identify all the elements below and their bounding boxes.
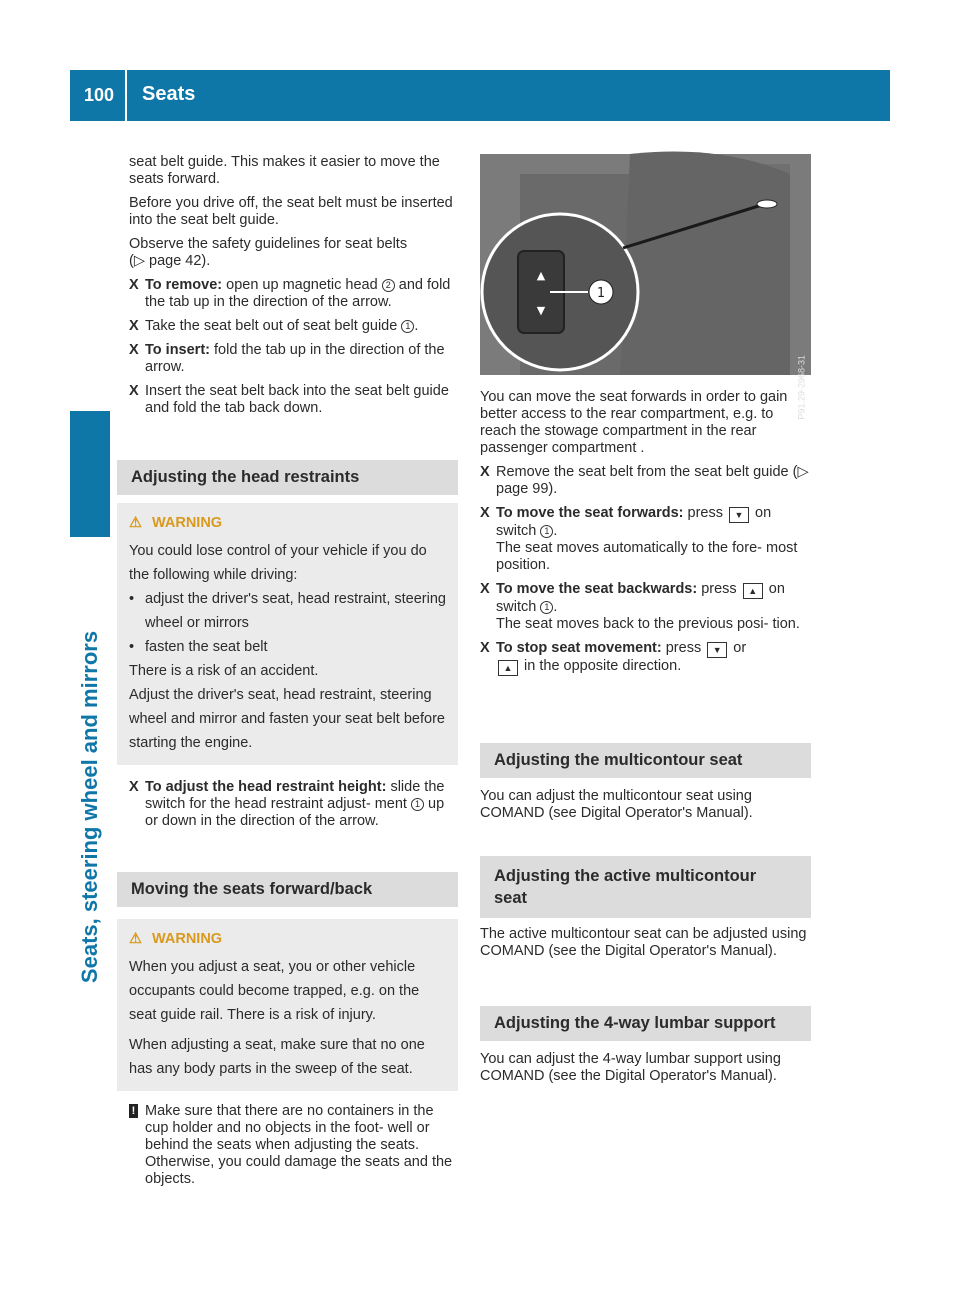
- bullet-icon: •: [129, 591, 135, 607]
- callout-number: 1: [411, 798, 424, 811]
- step-text: up or down in the direction of the arrow.: [145, 796, 445, 829]
- warning-box: [117, 503, 458, 765]
- section-heading: Adjusting the multicontour seat: [480, 743, 811, 778]
- step-arrow-icon: X: [129, 318, 139, 334]
- step-remove: [129, 277, 455, 311]
- step-text: fold the tab up in the direction of the arrow.: [145, 342, 445, 375]
- page-reference-link[interactable]: (▷ page 42).: [129, 253, 211, 269]
- step-text: Remove the seat belt from the seat belt guide (: [496, 464, 798, 480]
- up-button-icon: ▲: [743, 583, 763, 599]
- multicontour-section: [480, 743, 811, 829]
- warning-heading: [129, 511, 446, 535]
- sidebar-title: Seats, steering wheel and mirrors: [77, 630, 102, 984]
- sidebar: [70, 121, 110, 1302]
- switch-down-icon: ▼: [536, 304, 546, 317]
- note-text: Make sure that there are no containers in the cup holder and no objects in the foot- well or behind the seats when adjusting the seats. Otherwise, you could damage the seats and the objects.: [145, 1103, 453, 1187]
- sidebar-tab-marker: [70, 411, 110, 537]
- step-text: slide the switch for the head restraint adjust- ment: [145, 779, 445, 812]
- warning-text: You could lose control of your vehicle if you do the following while driving:: [129, 543, 427, 583]
- step-arrow-icon: X: [129, 779, 139, 795]
- section-heading: Moving the seats forward/back: [117, 872, 458, 907]
- caution-icon: !: [129, 1104, 138, 1118]
- section-heading: Adjusting the head restraints: [117, 460, 458, 495]
- step-arrow-icon: X: [129, 383, 139, 399]
- step-text: on switch: [496, 581, 785, 615]
- photo-illustration: [480, 154, 811, 375]
- head-restraints-section: [117, 460, 458, 830]
- warning-text: Adjust the driver's seat, head restraint, steering wheel and mirror and fasten your seat belt before starting the engine.: [129, 687, 445, 751]
- step-label: To stop seat movement:: [496, 640, 662, 656]
- step-label: To insert:: [145, 342, 210, 358]
- step-adjust-height: [129, 779, 458, 830]
- up-button-icon: ▲: [498, 660, 518, 676]
- warning-text: There is a risk of an accident.: [129, 663, 319, 679]
- step-arrow-icon: X: [480, 581, 490, 597]
- warning-triangle-icon: ⚠: [129, 931, 142, 947]
- callout-number: 2: [382, 279, 395, 292]
- page-reference-link[interactable]: ▷ page 99).: [496, 464, 809, 497]
- step-text: press: [665, 640, 702, 656]
- bullet-icon: •: [129, 639, 135, 655]
- intro-paragraph-1: seat belt guide. This makes it easier to move the seats forward.: [129, 154, 440, 187]
- step-arrow-icon: X: [480, 464, 490, 480]
- figure-id: P91.29-2968-31: [797, 355, 807, 420]
- intro-paragraph-2: Before you drive off, the seat belt must be inserted into the seat belt guide.: [129, 195, 453, 228]
- warning-triangle-icon: ⚠: [129, 515, 142, 531]
- page-title: Seats: [142, 83, 196, 105]
- step-text: press: [687, 505, 723, 521]
- step-label: To adjust the head restraint height:: [145, 779, 387, 795]
- down-button-icon: ▼: [729, 507, 749, 523]
- step-label: To move the seat forwards:: [496, 505, 684, 521]
- step-remove-belt: [480, 464, 812, 498]
- warning-bullet: [129, 635, 446, 659]
- step-arrow-icon: X: [129, 277, 139, 293]
- step-result: The seat moves back to the previous posi- tion.: [496, 616, 800, 632]
- step-arrow-icon: X: [129, 342, 139, 358]
- warning-title: WARNING: [152, 515, 223, 531]
- heading-line: seat: [494, 889, 528, 907]
- step-text: and fold the tab up in the direction of the arrow.: [145, 277, 451, 310]
- intro-text: Observe the safety guidelines for seat belts: [129, 236, 408, 252]
- step-text: Take the seat belt out of seat belt guide: [145, 318, 398, 334]
- callout-number: 1: [540, 601, 553, 614]
- step-take-out: X Take the seat belt out of seat belt guide 1 .: [129, 318, 419, 334]
- step-text: in the opposite direction.: [524, 658, 682, 674]
- section-heading: Adjusting the 4-way lumbar support: [480, 1006, 811, 1041]
- page-number: 100: [84, 85, 115, 105]
- step-stop-movement: [480, 640, 812, 676]
- step-text: or: [733, 640, 747, 656]
- step-insert-back: [129, 383, 455, 417]
- section-paragraph: You can adjust the 4-way lumbar support using COMAND (see the Digital Operator's Manual).: [480, 1051, 781, 1084]
- right-column: [480, 389, 812, 683]
- section-paragraph: The active multicontour seat can be adjusted using COMAND (see the Digital Operator's Manual).: [480, 926, 807, 959]
- step-move-backward: [480, 581, 812, 633]
- step-arrow-icon: X: [480, 505, 490, 521]
- step-text: .: [553, 599, 558, 615]
- switch-up-icon: ▲: [536, 269, 546, 282]
- callout-number: 1: [401, 320, 414, 333]
- warning-text: When adjusting a seat, make sure that no one has any body parts in the sweep of the seat.: [129, 1037, 425, 1077]
- step-insert: [129, 342, 455, 376]
- step-arrow-icon: X: [480, 640, 490, 656]
- left-column: [129, 154, 455, 424]
- photo-callout: 1: [596, 286, 606, 301]
- page-header: [70, 70, 890, 121]
- step-text: on switch: [496, 505, 772, 539]
- moving-seats-section: [117, 872, 458, 1188]
- step-text: .: [553, 523, 558, 539]
- header-divider: [125, 70, 127, 121]
- seat-switch-photo: [480, 154, 811, 420]
- warning-box: [117, 919, 458, 1091]
- step-result: The seat moves automatically to the fore- most position.: [496, 540, 798, 573]
- section-heading: [480, 856, 811, 918]
- step-label: To move the seat backwards:: [496, 581, 698, 597]
- step-label: To remove:: [145, 277, 223, 293]
- intro-paragraph: You can move the seat forwards in order to gain better access to the rear compartment, e.g. to reach the stowage compartment in the rear passenger compartment .: [480, 389, 788, 456]
- step-text: press: [701, 581, 737, 597]
- callout-number: 1: [540, 525, 553, 538]
- intro-paragraph-3: [129, 236, 455, 270]
- warning-title: WARNING: [152, 931, 223, 947]
- lumbar-support-section: [480, 1006, 811, 1092]
- warning-heading: [129, 927, 446, 951]
- section-paragraph: You can adjust the multicontour seat using COMAND (see Digital Operator's Manual).: [480, 788, 753, 821]
- step-text: Insert the seat belt back into the seat belt guide and fold the tab back down.: [145, 383, 449, 416]
- down-button-icon: ▼: [707, 642, 727, 658]
- heading-line: Adjusting the active multicontour: [494, 867, 757, 885]
- warning-text: When you adjust a seat, you or other vehicle occupants could become trapped, e.g. on the seat guide rail. There is a risk of injury.: [129, 959, 420, 1023]
- step-move-forward: [480, 505, 812, 574]
- bullet-text: adjust the driver's seat, head restraint, steering wheel or mirrors: [145, 591, 446, 631]
- step-text: open up magnetic head: [226, 277, 378, 293]
- active-multicontour-section: [480, 856, 811, 967]
- warning-bullet: [129, 587, 446, 635]
- note: [129, 1103, 458, 1188]
- bullet-text: fasten the seat belt: [145, 639, 268, 655]
